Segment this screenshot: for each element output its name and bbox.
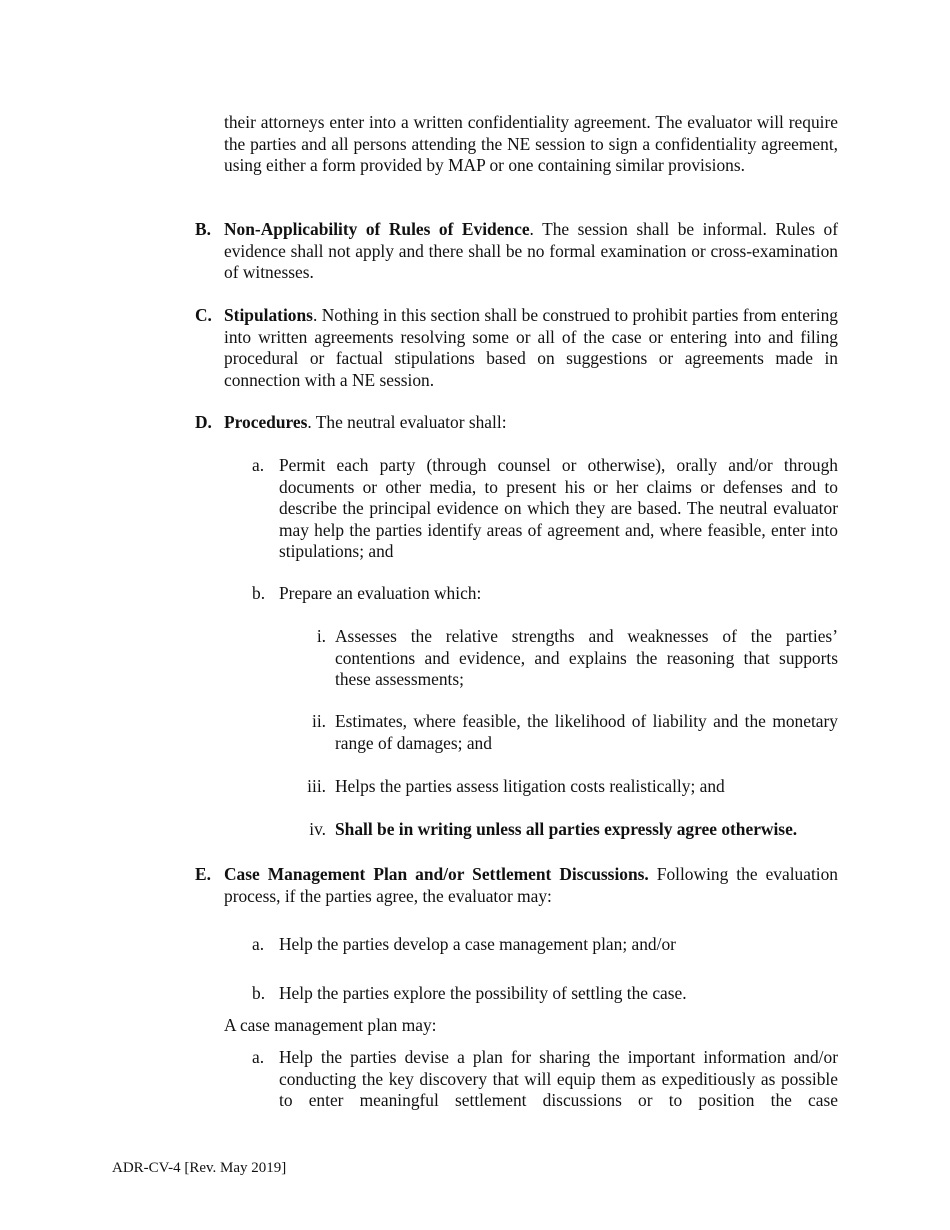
section-e-paragraph	[224, 864, 838, 907]
d-item-b-label: b.	[252, 583, 266, 603]
eval-item-iv-text: Shall be in writing unless all parties expressly agree otherwise.	[335, 819, 798, 839]
e-item-a-text: Help the parties develop a case management plan; and/or	[279, 934, 676, 954]
section-c-paragraph	[224, 305, 838, 391]
section-d-heading: Procedures	[224, 412, 308, 432]
section-b-label: B.	[195, 219, 211, 239]
section-d-label: D.	[195, 412, 212, 432]
d-item-b-text: Prepare an evaluation which:	[279, 583, 482, 603]
eval-item-ii-label: ii.	[311, 711, 326, 731]
e-item-b-text: Help the parties explore the possibility of settling the case.	[279, 983, 687, 1003]
eval-item-iii-label: iii.	[307, 776, 326, 796]
section-b-text: . The session shall be informal. Rules of evidence shall not apply and there shall be no formal examination or cross-examination of witnesses.	[224, 219, 839, 282]
eval-item-iv-label: iv.	[309, 819, 326, 839]
eval-item-iii-text: Helps the parties assess litigation costs realistically; and	[335, 776, 725, 796]
d-item-a-text: Permit each party (through counsel or otherwise), orally and/or through documents or other media, to present his or her claims or defenses and to describe the principal evidence on which they are based. The neutral evaluator may help the parties identify areas of agreement and, where feasible, enter into stipulations; and	[279, 455, 838, 561]
intro-paragraph: their attorneys enter into a written confidentiality agreement. The evaluator will require the parties and all persons attending the NE session to sign a confidentiality agreement, using either a form provided by MAP or one containing similar provisions.	[224, 112, 838, 175]
section-e-label: E.	[195, 864, 211, 884]
e-item-a-label: a.	[252, 934, 265, 954]
section-d-paragraph	[224, 412, 838, 434]
eval-item-i-text: Assesses the relative strengths and weaknesses of the parties’ contentions and evidence, and explains the reasoning that supports these assessments;	[335, 626, 838, 689]
section-c-heading: Stipulations	[224, 305, 313, 325]
section-c-label: C.	[195, 305, 212, 325]
eval-item-ii-text: Estimates, where feasible, the likelihood of liability and the monetary range of damages; and	[335, 711, 838, 753]
document-footer: ADR-CV-4 [Rev. May 2019]	[112, 1160, 287, 1176]
plan-intro: A case management plan may:	[224, 1015, 437, 1035]
section-e-heading: Case Management Plan and/or Settlement Discussions.	[224, 864, 649, 884]
section-d-text: . The neutral evaluator shall:	[307, 412, 507, 432]
eval-item-i-label: i.	[316, 626, 326, 646]
e-item-b-label: b.	[252, 983, 266, 1003]
section-b-paragraph	[224, 219, 838, 284]
section-c-text: . Nothing in this section shall be construed to prohibit parties from entering into written agreements resolving some or all of the case or entering into and filing procedural or factual stipulations based on suggestions or agreements made in connection with a NE session.	[224, 305, 838, 390]
d-item-a-label: a.	[252, 455, 265, 475]
plan-item-a-label: a.	[252, 1047, 265, 1067]
plan-item-a-text: Help the parties devise a plan for sharing the important information and/or conducting the key discovery that will equip them as expeditiously as possible to enter meaningful settlement discussions or to position the case	[279, 1047, 838, 1110]
section-e-text: Following the evaluation process, if the parties agree, the evaluator may:	[224, 864, 838, 906]
section-b-heading: Non-Applicability of Rules of Evidence	[224, 219, 530, 239]
